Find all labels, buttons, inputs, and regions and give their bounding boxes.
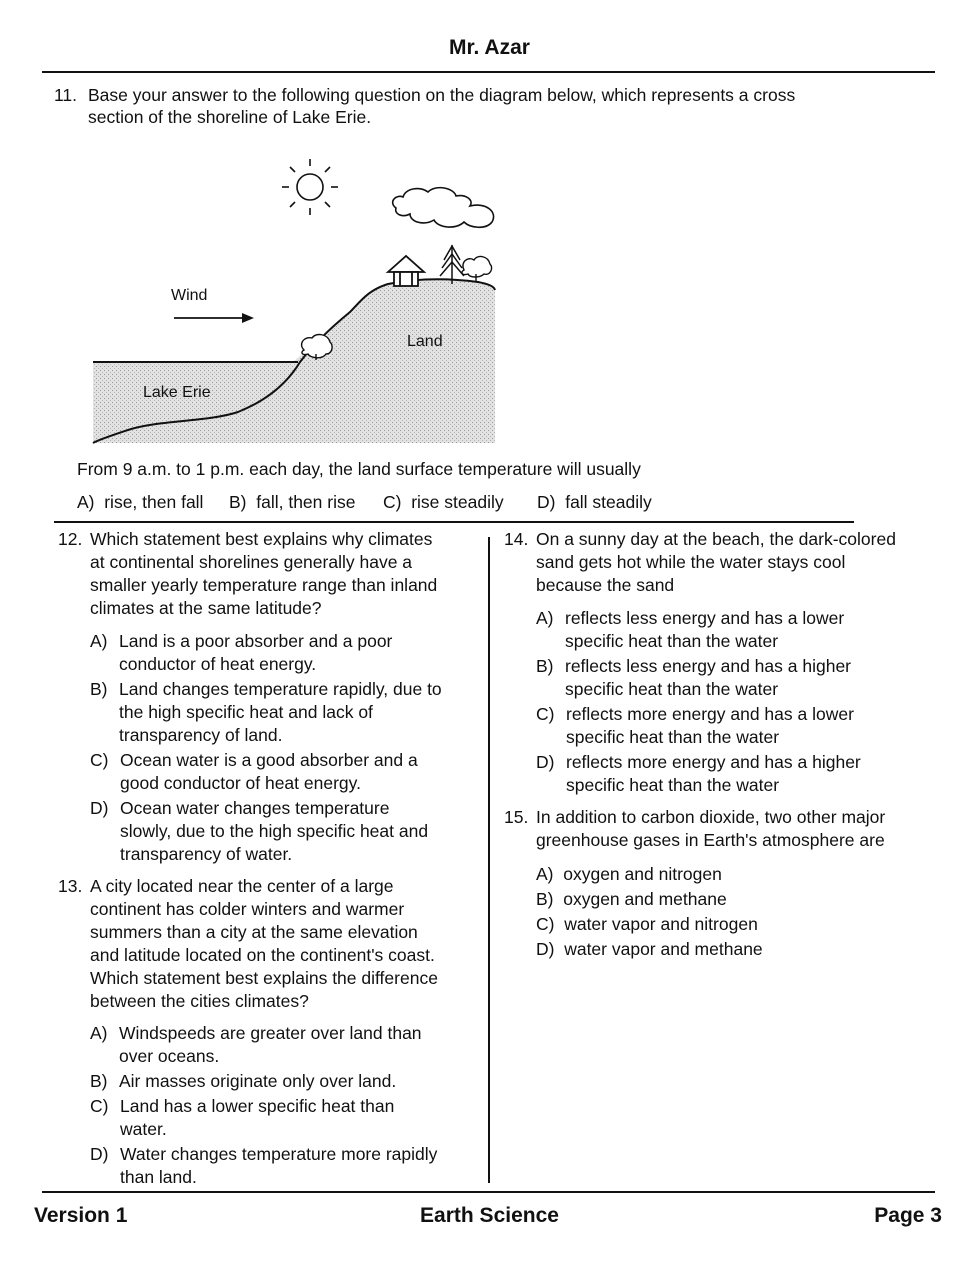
question-14-choice-b[interactable] — [536, 655, 936, 699]
question-14-line-1: On a sunny day at the beach, the dark-colored — [536, 529, 896, 549]
choice-text: slowly, due to the high specific heat and — [120, 821, 429, 841]
choice-text: specific heat than the water — [566, 775, 780, 795]
choice-letter: A) — [90, 631, 108, 651]
question-14-choice-c[interactable] — [536, 703, 936, 747]
choice-text: Land changes temperature rapidly, due to — [119, 679, 442, 699]
footer-version: Version 1 — [34, 1204, 128, 1227]
question-15-line-1: In addition to carbon dioxide, two other major — [536, 807, 886, 827]
lake-erie-cross-section-diagram — [88, 150, 500, 448]
question-12-line-4: climates at the same latitude? — [90, 598, 322, 618]
section-divider — [54, 521, 854, 523]
choice-text: Land is a poor absorber and a poor — [119, 631, 393, 651]
pine-tree-icon — [440, 245, 464, 284]
question-12-choice-c[interactable] — [90, 749, 480, 793]
question-11-prompt: From 9 a.m. to 1 p.m. each day, the land surface temperature will usually — [77, 459, 641, 479]
question-11-choice-a[interactable] — [77, 491, 203, 514]
diagram-label-wind: Wind — [171, 287, 208, 304]
column-divider — [488, 537, 490, 1183]
choice-letter: B) — [229, 492, 247, 512]
choice-text: than land. — [120, 1167, 197, 1187]
question-14-line-2: sand gets hot while the water stays cool — [536, 552, 846, 572]
question-12-line-3: smaller yearly temperature range than inland — [90, 575, 438, 595]
question-11-choice-b[interactable] — [229, 491, 355, 514]
choice-text: reflects more energy and has a lower — [566, 704, 854, 724]
choice-text: Windspeeds are greater over land than — [119, 1023, 422, 1043]
diagram-label-land: Land — [407, 333, 443, 350]
choice-text: Water changes temperature more rapidly — [120, 1144, 438, 1164]
choice-letter: D) — [90, 1144, 109, 1164]
choice-letter: C) — [90, 1096, 109, 1116]
choice-letter: D) — [536, 939, 555, 959]
question-14-choice-a[interactable] — [536, 607, 936, 651]
choice-letter: D) — [537, 492, 556, 512]
tree-icon — [462, 257, 492, 282]
cloud-icon — [393, 188, 494, 228]
choice-text: fall, then rise — [256, 492, 356, 512]
question-14-choice-d[interactable] — [536, 751, 936, 795]
question-12-choice-b[interactable] — [90, 678, 480, 745]
question-13-choice-a[interactable] — [90, 1022, 480, 1066]
page-header-title: Mr. Azar — [449, 36, 530, 59]
choice-text: rise, then fall — [104, 492, 204, 512]
choice-text: specific heat than the water — [565, 631, 779, 651]
choice-letter: C) — [383, 492, 402, 512]
choice-letter: B) — [536, 889, 554, 909]
question-15-choice-b[interactable] — [536, 888, 727, 911]
question-11-number: 11. — [54, 85, 78, 105]
question-15-line-2: greenhouse gases in Earth's atmosphere are — [536, 830, 885, 850]
question-15-choice-a[interactable] — [536, 863, 722, 886]
choice-text: water. — [120, 1119, 167, 1139]
choice-text: the high specific heat and lack of — [119, 702, 373, 722]
choice-letter: C) — [90, 750, 109, 770]
choice-text: specific heat than the water — [565, 679, 779, 699]
question-13-choice-b[interactable] — [90, 1070, 480, 1093]
choice-text: good conductor of heat energy. — [120, 773, 361, 793]
choice-text: water vapor and nitrogen — [564, 914, 758, 934]
question-12-choice-a[interactable] — [90, 630, 480, 674]
choice-text: over oceans. — [119, 1046, 220, 1066]
choice-letter: B) — [90, 679, 108, 699]
question-13-line-6: between the cities climates? — [90, 991, 309, 1011]
question-13-number: 13. — [58, 876, 83, 896]
choice-text: Ocean water is a good absorber and a — [120, 750, 418, 770]
question-13-line-3: summers than a city at the same elevation — [90, 922, 418, 942]
choice-text: Air masses originate only over land. — [119, 1071, 397, 1091]
choice-letter: A) — [536, 864, 554, 884]
choice-text: conductor of heat energy. — [119, 654, 317, 674]
choice-letter: C) — [536, 704, 555, 724]
question-13-line-1: A city located near the center of a large — [90, 876, 394, 896]
question-14-line-3: because the sand — [536, 575, 675, 595]
choice-text: water vapor and methane — [564, 939, 763, 959]
choice-letter: B) — [536, 656, 554, 676]
question-11-choice-c[interactable] — [383, 491, 504, 514]
sun-icon — [282, 159, 338, 215]
choice-text: reflects more energy and has a higher — [566, 752, 861, 772]
choice-text: Ocean water changes temperature — [120, 798, 390, 818]
choice-letter: C) — [536, 914, 555, 934]
question-12-choice-d[interactable] — [90, 797, 480, 864]
question-15-number: 15. — [504, 807, 529, 827]
question-13-line-4: and latitude located on the continent's coast. — [90, 945, 435, 965]
question-14-number: 14. — [504, 529, 529, 549]
choice-letter: D) — [536, 752, 555, 772]
header-rule — [42, 71, 935, 73]
choice-text: oxygen and methane — [563, 889, 727, 909]
choice-text: oxygen and nitrogen — [563, 864, 722, 884]
question-15-choice-c[interactable] — [536, 913, 758, 936]
question-13-line-5: Which statement best explains the difference — [90, 968, 438, 988]
choice-text: reflects less energy and has a higher — [565, 656, 851, 676]
choice-text: Land has a lower specific heat than — [120, 1096, 395, 1116]
question-12-line-2: at continental shorelines generally have a — [90, 552, 413, 572]
house-icon — [388, 256, 424, 286]
diagram-label-lake-erie: Lake Erie — [143, 384, 211, 401]
question-12-line-1: Which statement best explains why climates — [90, 529, 433, 549]
choice-text: transparency of water. — [120, 844, 293, 864]
wind-arrow-icon — [174, 313, 254, 323]
question-12-number: 12. — [58, 529, 83, 549]
question-11-choice-d[interactable] — [537, 491, 652, 514]
question-11-text-line2: section of the shoreline of Lake Erie. — [88, 107, 372, 127]
choice-letter: D) — [90, 798, 109, 818]
question-13-line-2: continent has colder winters and warmer — [90, 899, 405, 919]
choice-text: fall steadily — [565, 492, 652, 512]
choice-letter: A) — [536, 608, 554, 628]
footer-page-number: Page 3 — [874, 1204, 942, 1227]
question-13-choice-c[interactable] — [90, 1095, 480, 1139]
choice-letter: A) — [90, 1023, 108, 1043]
choice-text: transparency of land. — [119, 725, 283, 745]
question-13-choice-d[interactable] — [90, 1143, 480, 1187]
choice-text: reflects less energy and has a lower — [565, 608, 845, 628]
footer-rule — [42, 1191, 935, 1193]
question-15-choice-d[interactable] — [536, 938, 763, 961]
choice-letter: B) — [90, 1071, 108, 1091]
choice-text: rise steadily — [411, 492, 504, 512]
choice-letter: A) — [77, 492, 95, 512]
choice-text: specific heat than the water — [566, 727, 780, 747]
question-11-text-line1: Base your answer to the following question on the diagram below, which represents a cross — [88, 85, 796, 105]
footer-subject: Earth Science — [420, 1204, 559, 1227]
